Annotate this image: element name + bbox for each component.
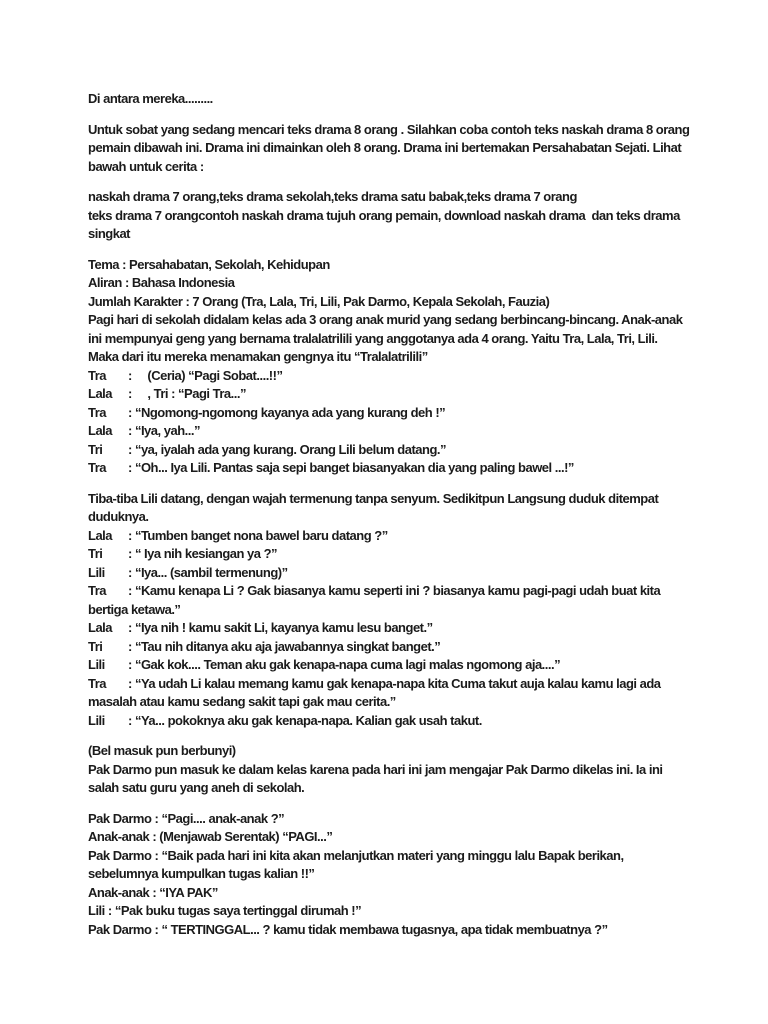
dialog-line bbox=[88, 422, 688, 441]
dialog-line bbox=[88, 564, 688, 583]
dialog-line bbox=[88, 582, 688, 601]
text-line: Lili : “Pak buku tugas saya tertinggal dirumah !” bbox=[88, 903, 362, 918]
text-line: pemain dibawah ini. Drama ini dimainkan oleh 8 orang. Drama ini bertemakan Persahabatan Sejati. Lihat bbox=[88, 140, 682, 155]
dialog-line bbox=[88, 675, 688, 694]
blank-line bbox=[88, 478, 688, 490]
dialog-text: : “Iya nih ! kamu sakit Li, kayanya kamu lesu banget.” bbox=[128, 620, 433, 635]
dialog-text: : “ Iya nih kesiangan ya ?” bbox=[128, 546, 278, 561]
text-line: Pak Darmo : “Baik pada hari ini kita akan melanjutkan materi yang minggu lalu Bapak berikan, bbox=[88, 847, 624, 863]
text-line: Anak-anak : (Menjawab Serentak) “PAGI...” bbox=[88, 829, 333, 844]
text-line: Tema : Persahabatan, Sekolah, Kehidupan bbox=[88, 256, 330, 272]
blank-line bbox=[88, 798, 688, 810]
text-line: teks drama 7 orangcontoh naskah drama tujuh orang pemain, download naskah drama dan teks drama bbox=[88, 207, 680, 223]
dialog-line bbox=[88, 404, 688, 423]
speaker-name: Tri bbox=[88, 638, 103, 654]
dialog-text: : “Tau nih ditanya aku aja jawabannya singkat banget.” bbox=[128, 638, 441, 654]
speaker-name: Lili bbox=[88, 657, 105, 672]
dialog-text: : “Tumben banget nona bawel baru datang ?” bbox=[128, 527, 388, 543]
dialog-line bbox=[88, 619, 688, 638]
dialog-line bbox=[88, 441, 688, 460]
speaker-name: Tra bbox=[88, 404, 107, 420]
text-line: ini mempunyai geng yang bernama tralalatrilili yang anggotanya ada 4 orang. Yaitu Tra, Lala, Tri, Lili. bbox=[88, 330, 658, 346]
text-line: singkat bbox=[88, 226, 131, 241]
text-line: Tiba-tiba Lili datang, dengan wajah termenung tanpa senyum. Sedikitpun Langsung duduk ditempat bbox=[88, 490, 659, 506]
dialog-text: : “Iya, yah...” bbox=[128, 423, 200, 438]
dialog-line bbox=[88, 367, 688, 386]
text-line: bawah untuk cerita : bbox=[88, 158, 204, 174]
blank-line bbox=[88, 730, 688, 742]
blank-line bbox=[88, 109, 688, 121]
text-line: Pagi hari di sekolah didalam kelas ada 3 orang anak murid yang sedang berbincang-bincang. Anak-anak bbox=[88, 312, 683, 327]
text-line: salah satu guru yang aneh di sekolah. bbox=[88, 780, 305, 795]
dialog-text: : “Ya... pokoknya aku gak kenapa-napa. Kalian gak usah takut. bbox=[128, 712, 482, 728]
dialog-line bbox=[88, 527, 688, 546]
text-line: duduknya. bbox=[88, 509, 149, 524]
speaker-name: Lili bbox=[88, 712, 105, 728]
speaker-name: Lala bbox=[88, 620, 113, 635]
text-line: (Bel masuk pun berbunyi) bbox=[88, 743, 236, 758]
dialog-line bbox=[88, 385, 688, 404]
text-line: sebelumnya kumpulkan tugas kalian !!” bbox=[88, 866, 315, 881]
text-line: Pak Darmo : “ TERTINGGAL... ? kamu tidak membawa tugasnya, apa tidak membuatnya ?” bbox=[88, 921, 608, 937]
dialog-text: : “Ngomong-ngomong kayanya ada yang kurang deh !” bbox=[128, 404, 446, 420]
text-line: naskah drama 7 orang,teks drama sekolah,teks drama satu babak,teks drama 7 orang bbox=[88, 189, 577, 204]
text-line: Anak-anak : “IYA PAK” bbox=[88, 884, 218, 900]
dialog-text: : “Ya udah Li kalau memang kamu gak kenapa-napa kita Cuma takut auja kalau kamu lagi ada bbox=[128, 675, 661, 691]
speaker-name: Tra bbox=[88, 583, 107, 598]
speaker-name: Tra bbox=[88, 460, 107, 475]
speaker-name: Lili bbox=[88, 564, 105, 580]
speaker-name: Tra bbox=[88, 675, 107, 691]
text-line: Di antara mereka......... bbox=[88, 91, 213, 106]
text-line: Pak Darmo pun masuk ke dalam kelas karena pada hari ini jam mengajar Pak Darmo dikelas ini. Ia ini bbox=[88, 761, 663, 777]
dialog-text: : , Tri : “Pagi Tra...” bbox=[128, 386, 246, 401]
dialog-text: : “Iya... (sambil termenung)” bbox=[128, 564, 288, 580]
blank-line bbox=[88, 244, 688, 256]
dialog-text: : “ya, iyalah ada yang kurang. Orang Lili belum datang.” bbox=[128, 441, 447, 457]
text-line: Pak Darmo : “Pagi.... anak-anak ?” bbox=[88, 810, 285, 826]
speaker-name: Lala bbox=[88, 423, 113, 438]
speaker-name: Lala bbox=[88, 527, 113, 543]
dialog-line bbox=[88, 545, 688, 564]
speaker-name: Tri bbox=[88, 441, 103, 457]
text-line: Maka dari itu mereka menamakan gengnya itu “Tralalatrilili” bbox=[88, 349, 428, 364]
text-line: Jumlah Karakter : 7 Orang (Tra, Lala, Tri, Lili, Pak Darmo, Kepala Sekolah, Fauzia) bbox=[88, 293, 550, 309]
document-content bbox=[88, 90, 688, 939]
text-line: bertiga ketawa.” bbox=[88, 601, 181, 617]
text-line: Untuk sobat yang sedang mencari teks drama 8 orang . Silahkan coba contoh teks naskah drama 8 orang bbox=[88, 121, 690, 137]
text-line: masalah atau kamu sedang sakit tapi gak mau cerita.” bbox=[88, 694, 396, 709]
speaker-name: Tri bbox=[88, 546, 103, 561]
blank-line bbox=[88, 176, 688, 188]
dialog-text: : “Oh... Iya Lili. Pantas saja sepi banget biasanyakan dia yang paling bawel ...!” bbox=[128, 460, 574, 475]
dialog-line bbox=[88, 638, 688, 657]
dialog-line bbox=[88, 656, 688, 675]
dialog-text: : (Ceria) “Pagi Sobat....!!” bbox=[128, 367, 283, 383]
dialog-line bbox=[88, 459, 688, 478]
speaker-name: Tra bbox=[88, 367, 107, 383]
text-line: Aliran : Bahasa Indonesia bbox=[88, 275, 235, 290]
dialog-text: : “Gak kok.... Teman aku gak kenapa-napa cuma lagi malas ngomong aja....” bbox=[128, 657, 561, 672]
dialog-line bbox=[88, 712, 688, 731]
dialog-text: : “Kamu kenapa Li ? Gak biasanya kamu seperti ini ? biasanya kamu pagi-pagi udah buat kita bbox=[128, 583, 661, 598]
speaker-name: Lala bbox=[88, 386, 113, 401]
